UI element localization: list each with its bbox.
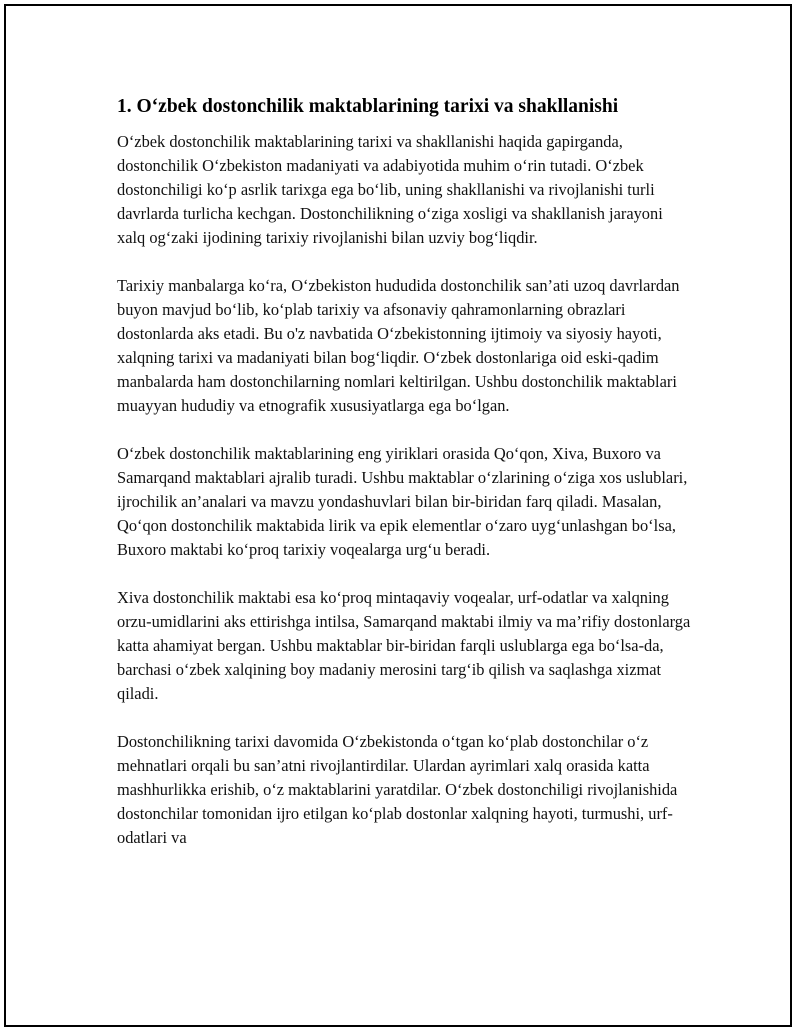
paragraph-4: Xiva dostonchilik maktabi esa ko‘proq mintaqaviy voqealar, urf-odatlar va xalqning orzu-umidlarini aks ettirishga intilsa, Samarqand maktabi ilmiy va ma’rifiy dostonlarga katta ahamiyat bergan. Ushbu maktablar bir-biridan farqli uslublarga ega bo‘lsa-da, barchasi o‘zbek xalqining boy madaniy merosini targ‘ib qilish va saqlashga xizmat qiladi. [117,588,691,703]
paragraph-3: O‘zbek dostonchilik maktablarining eng yiriklari orasida Qo‘qon, Xiva, Buxoro va Samarqand maktablari ajralib turadi. Ushbu maktablar o‘zlarining o‘ziga xos uslublari, ijrochilik an’analari va mavzu yondashuvlari bilan bir-biridan farq qiladi. Masalan, Qo‘qon dostonchilik maktabida lirik va epik elementlar o‘zaro uyg‘unlashgan bo‘lsa, Buxoro maktabi ko‘proq tarixiy voqealarga urg‘u beradi. [117,444,688,559]
paragraph-5: Dostonchilikning tarixi davomida O‘zbekistonda o‘tgan ko‘plab dostonchilar o‘z mehnatlari orqali bu san’atni rivojlantirdilar. Ulardan ayrimlari xalq orasida katta mashhurlikka erishib, o‘z maktablarini yaratdilar. O‘zbek dostonchiligi rivojlanishida dostonchilar tomonidan ijro etilgan ko‘plab dostonlar xalqning hayoti, turmushi, urf-odatlari va [117,732,678,847]
document-body [117,93,692,874]
paragraph-1: O‘zbek dostonchilik maktablarining tarixi va shakllanishi haqida gapirganda, dostonchilik O‘zbekiston madaniyati va adabiyotida muhim o‘rin tutadi. O‘zbek dostonchiligi ko‘p asrlik tarixga ega bo‘lib, uning shakllanishi va rivojlanishi turli davrlarda turlicha kechgan. Dostonchilikning o‘ziga xosligi va shakllanish jarayoni xalq og‘zaki ijodining tarixiy rivojlanishi bilan uzviy bog‘liqdir. [117,132,663,247]
paragraph-2: Tarixiy manbalarga ko‘ra, O‘zbekiston hududida dostonchilik san’ati uzoq davrlardan buyon mavjud bo‘lib, ko‘plab tarixiy va afsonaviy qahramonlarning obrazlari dostonlarda aks etadi. Bu o'z navbatida O‘zbekistonning ijtimoiy va siyosiy hayoti, xalqning tarixi va madaniyati bilan bog‘liqdir. O‘zbek dostonlariga oid eski-qadim manbalarda ham dostonchilarning nomlari keltirilgan. Ushbu dostonchilik maktablari muayyan hududiy va etnografik xususiyatlarga ega bo‘lgan. [117,276,680,415]
section-heading: 1. O‘zbek dostonchilik maktablarining tarixi va shakllanishi [117,96,619,117]
